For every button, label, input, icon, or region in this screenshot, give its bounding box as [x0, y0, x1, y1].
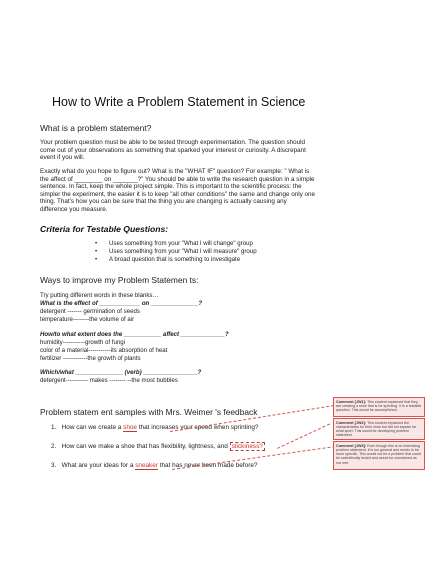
section-heading-what-is: What is a problem statement? — [40, 123, 152, 133]
list-item: • Uses something from your "What I will measure" group — [95, 248, 257, 255]
sample-item-2: 2. How can we make a shoe that has flexibility, lightness, and stickiness? — [51, 443, 263, 450]
criteria-list — [95, 240, 257, 264]
template-1-example-2: temperature--------the volume of air — [40, 316, 135, 323]
ways-intro: Try putting different words in these blanks… — [40, 292, 159, 299]
section-heading-ways: Ways to improve my Problem Statemen ts: — [40, 275, 199, 285]
sample-item-3: 3. What are your ideas for a sneaker that has never been made before? — [51, 462, 258, 469]
template-2: How/to what extent does the ___________ affect _____________? — [40, 331, 229, 338]
comment-jw1[interactable]: Comment [JW1]: This student explained that they are creating a shoe that is for sprinting. It is a testable question. This would be accomplished. — [333, 397, 425, 417]
sample-item-1: 1. How can we create a shoe that increases your speed when sprinting? — [51, 424, 259, 431]
template-1-example-1: detergent ------- germination of seeds — [40, 308, 140, 315]
comment-leader-2 — [277, 423, 330, 448]
comment-jw3[interactable]: Comment [JW3]: Even though this is an interesting problem statement, it is too general and needs to be more specific. This would not be a problem that could be scientifically tested and would be considered as not met. — [333, 441, 425, 470]
template-3-example-1: detergent----------- makes -------- --the most bubbles — [40, 377, 178, 384]
template-1: What is the effect of ____________ on ______________? — [40, 300, 203, 307]
section-heading-samples: Problem statem ent samples with Mrs. Weimer 's feedback — [40, 407, 258, 417]
paragraph-intro: Your problem question must be able to be tested through experimentation. The question should come out of your observations as something that sparked your interest or curiosity. A discrepant event if you will. — [40, 139, 306, 161]
paragraph-what-if: Exactly what do you hope to figure out? What is the "WHAT IF" question? For example: " What is the affect of ________ on _______?" You should be able to write the research question in a simple sentence. In fact, keep the whole project simple. This is important to the scientific process: the simpler the experiment, the easier it is to keep "all other conditions" the same and change only one thing. That's how you can be sure that the thing you are changing is actually causing any difference you measure. — [40, 168, 316, 213]
page-title: How to Write a Problem Statement in Science — [52, 95, 306, 109]
template-2-example-2: color of a material-----------its absorption of heat — [40, 347, 168, 354]
list-item: • A broad question that is something to investigate — [95, 256, 241, 263]
criteria-heading: Criteria for Testable Questions: — [40, 224, 169, 234]
highlight-shoe[interactable]: shoe — [123, 424, 137, 431]
template-2-example-1: humidity-----------growth of fungi — [40, 339, 125, 346]
highlight-stickiness[interactable]: stickiness? — [231, 443, 263, 450]
list-item: • Uses something from your "What I will change" group — [95, 240, 253, 247]
template-3: Which/what ______________ (verb) ________________? — [40, 369, 202, 376]
comment-jw2[interactable]: Comment [JW2]: This student explained the characteristics for their shoe but did not explain for what sport. This would be developing problem statement. — [333, 418, 425, 440]
template-2-example-3: fertilizer ------------the growth of plants — [40, 355, 141, 362]
highlight-sneaker[interactable]: sneaker — [135, 462, 158, 469]
